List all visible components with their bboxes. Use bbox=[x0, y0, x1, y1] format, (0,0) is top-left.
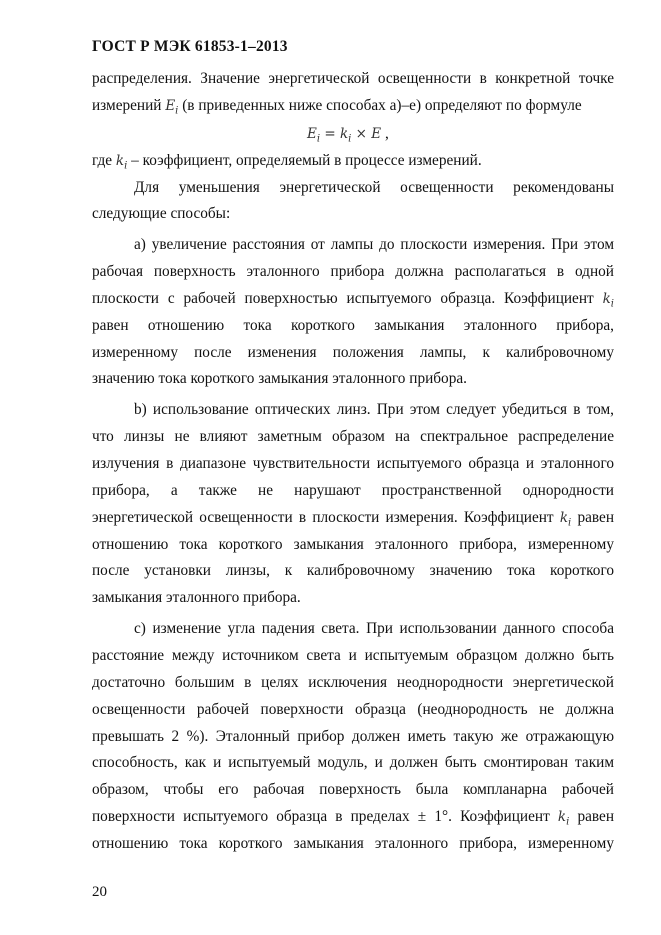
text-fragment: измерений bbox=[92, 97, 162, 114]
text-fragment: – коэффициент, определяемый в процессе измерений. bbox=[131, 152, 482, 169]
paragraph-line: а) увеличение расстояния от лампы до плоскости измерения. При этом bbox=[134, 236, 614, 253]
paragraph-line: энергетической освещенности в плоскости измерения. Коэффициент $k_i$ равен bbox=[92, 509, 615, 529]
math-symbol: $k_i$ bbox=[559, 510, 572, 529]
paragraph-line: что линзы не влияют заметным образом на спектральное распределение bbox=[92, 428, 614, 445]
math-symbol: $E_i$ bbox=[165, 98, 179, 117]
paragraph-line: способность, как и испытуемый модуль, и должен быть смонтирован таким bbox=[92, 754, 614, 771]
paragraph-line bbox=[92, 152, 614, 176]
paragraph-line: замыкания эталонного прибора. bbox=[92, 589, 301, 606]
text-fragment: где bbox=[92, 152, 113, 169]
paragraph-line: поверхности испытуемого образца в пределах ± 1°. Коэффициент $k_i$ равен bbox=[92, 808, 614, 828]
paragraph-line: следующие способы: bbox=[92, 205, 231, 222]
paragraph-line: значению тока короткого замыкания эталонного прибора. bbox=[92, 370, 467, 387]
paragraph-line: отношению тока короткого замыкания эталонного прибора, измеренному bbox=[92, 536, 614, 553]
paragraph-line: с) изменение угла падения света. При использовании данного способа bbox=[134, 620, 614, 637]
paragraph-line: измеренному после изменения положения лампы, к калибровочному bbox=[92, 344, 614, 361]
paragraph-line bbox=[92, 97, 614, 121]
paragraph-line: рабочая поверхность эталонного прибора должна располагаться в одной bbox=[92, 263, 614, 280]
math-symbol: $k_i$ bbox=[115, 153, 128, 172]
paragraph-line: достаточно большим в целях исключения неоднородности энергетической bbox=[92, 674, 614, 691]
paragraph-line: расстояние между источником света и испытуемым образцом должно быть bbox=[92, 647, 614, 664]
paragraph-line: излучения в диапазоне чувствительности испытуемого образца и эталонного bbox=[92, 455, 614, 472]
page-number: 20 bbox=[92, 884, 107, 900]
document-header: ГОСТ Р МЭК 61853-1–2013 bbox=[92, 38, 288, 55]
paragraph-line: распределения. Значение энергетической освещенности в конкретной точке bbox=[92, 70, 614, 87]
paragraph-line: отношению тока короткого замыкания эталонного прибора, измеренному bbox=[92, 835, 614, 852]
paragraph-line: освещенности рабочей поверхности образца (неоднородность не должна bbox=[92, 701, 614, 718]
paragraph-line: равен отношению тока короткого замыкания эталонного прибора, bbox=[92, 317, 614, 334]
paragraph-line: образом, чтобы его рабочая поверхность была компланарна рабочей bbox=[92, 781, 614, 798]
math-symbol: $k_i$ bbox=[557, 809, 570, 828]
paragraph-line: превышать 2 %). Эталонный прибор должен иметь такую же отражающую bbox=[92, 728, 614, 745]
paragraph-line: Для уменьшения энергетической освещенности рекомендованы bbox=[134, 179, 614, 196]
paragraph-line: после установки линзы, к калибровочному значению тока короткого bbox=[92, 562, 614, 579]
formula: $E_i = k_i \times E$ , bbox=[307, 125, 389, 145]
paragraph-line: прибора, а также не нарушают пространственной однородности bbox=[92, 482, 614, 499]
text-fragment: (в приведенных ниже способах а)–е) определяют по формуле bbox=[182, 97, 582, 114]
paragraph-line: b) использование оптических линз. При этом следует убедиться в том, bbox=[134, 401, 614, 418]
math-symbol: $k_i$ bbox=[602, 291, 614, 310]
paragraph-line: плоскости с рабочей поверхностью испытуемого образца. Коэффициент $k_i$ bbox=[92, 290, 614, 310]
